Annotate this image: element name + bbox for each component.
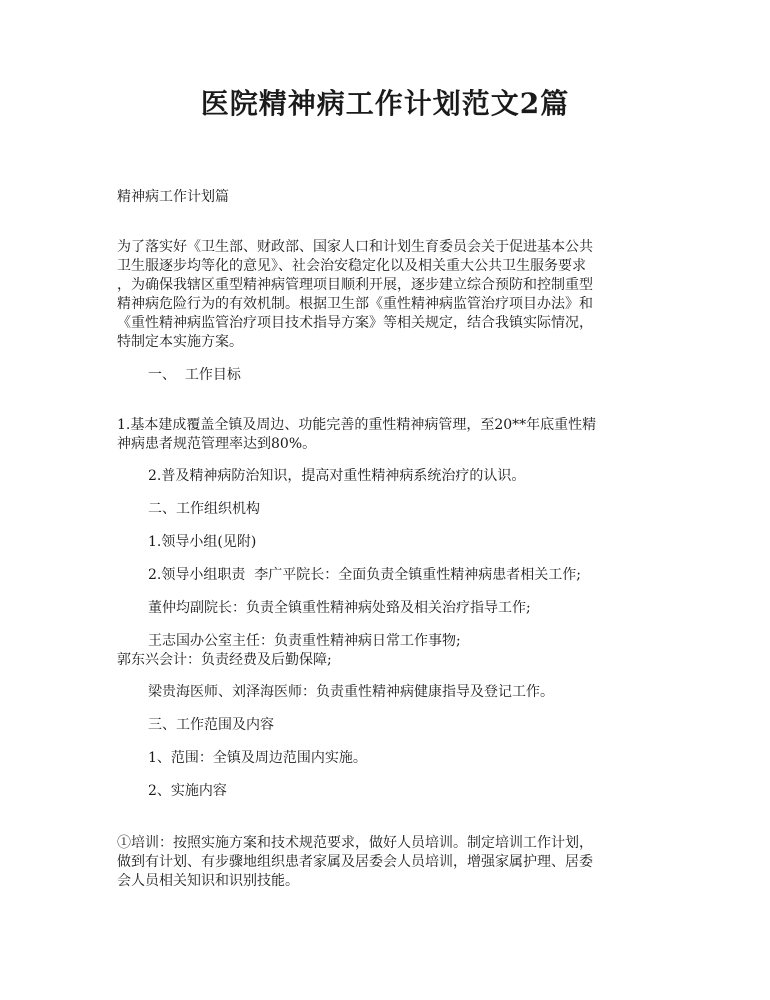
intro-line: 精神病危险行为的有效机制。根据卫生部《重性精神病监管治疗项目办法》和 [117,296,593,312]
org-item-5: 郭东兴会计：负责经费及后勤保障; [117,652,332,668]
org-item-2: 2.领导小组职责 李广平院长：全面负责全镇重性精神病患者相关工作; [148,567,581,583]
intro-line: 卫生服逐步均等化的意见》、社会治安稳定化以及相关重大公共卫生服务要求 [117,258,586,274]
goal-1-line: 神病患者规范管理率达到80%。 [117,436,317,452]
intro-line: ，为确保我辖区重型精神病管理项目顺利开展，逐步建立综合预防和控制重型 [117,277,593,293]
document-title: 医院精神病工作计划范文2篇 [200,87,570,120]
org-heading: 二、工作组织机构 [148,501,260,517]
goal-heading: 一、 工作目标 [148,367,241,383]
goal-1-line: 1.基本建成覆盖全镇及周边、功能完善的重性精神病管理，至20**年底重性精 [117,417,597,433]
scope-item-1: 1、范围：全镇及周边范围内实施。 [148,750,367,766]
scope-heading: 三、工作范围及内容 [148,717,274,733]
org-item-6: 梁贵海医师、刘泽海医师：负责重性精神病健康指导及登记工作。 [148,684,554,700]
org-item-4: 王志国办公室主任：负责重性精神病日常工作事物; [148,633,461,649]
intro-line: 特制定本实施方案。 [117,334,243,350]
section-heading: 精神病工作计划篇 [117,189,229,205]
intro-line: 为了落实好《卫生部、财政部、国家人口和计划生育委员会关于促进基本公共 [117,239,593,255]
training-line: 会人员相关知识和识别技能。 [117,873,299,889]
scope-item-2: 2、实施内容 [148,783,227,799]
training-line: 做到有计划、有步骤地组织患者家属及居委会人员培训，增强家属护理、居委 [117,854,593,870]
intro-line: 《重性精神病监管治疗项目技术指导方案》等相关规定，结合我镇实际情况， [117,315,593,331]
org-item-1: 1.领导小组(见附) [148,534,257,550]
goal-2: 2.普及精神病防治知识，提高对重性精神病系统治疗的认识。 [148,468,526,484]
org-item-3: 董仲均副院长：负责全镇重性精神病处臵及相关治疗指导工作; [148,600,531,616]
training-line: ①培训：按照实施方案和技术规范要求，做好人员培训。制定培训工作计划， [117,835,593,851]
